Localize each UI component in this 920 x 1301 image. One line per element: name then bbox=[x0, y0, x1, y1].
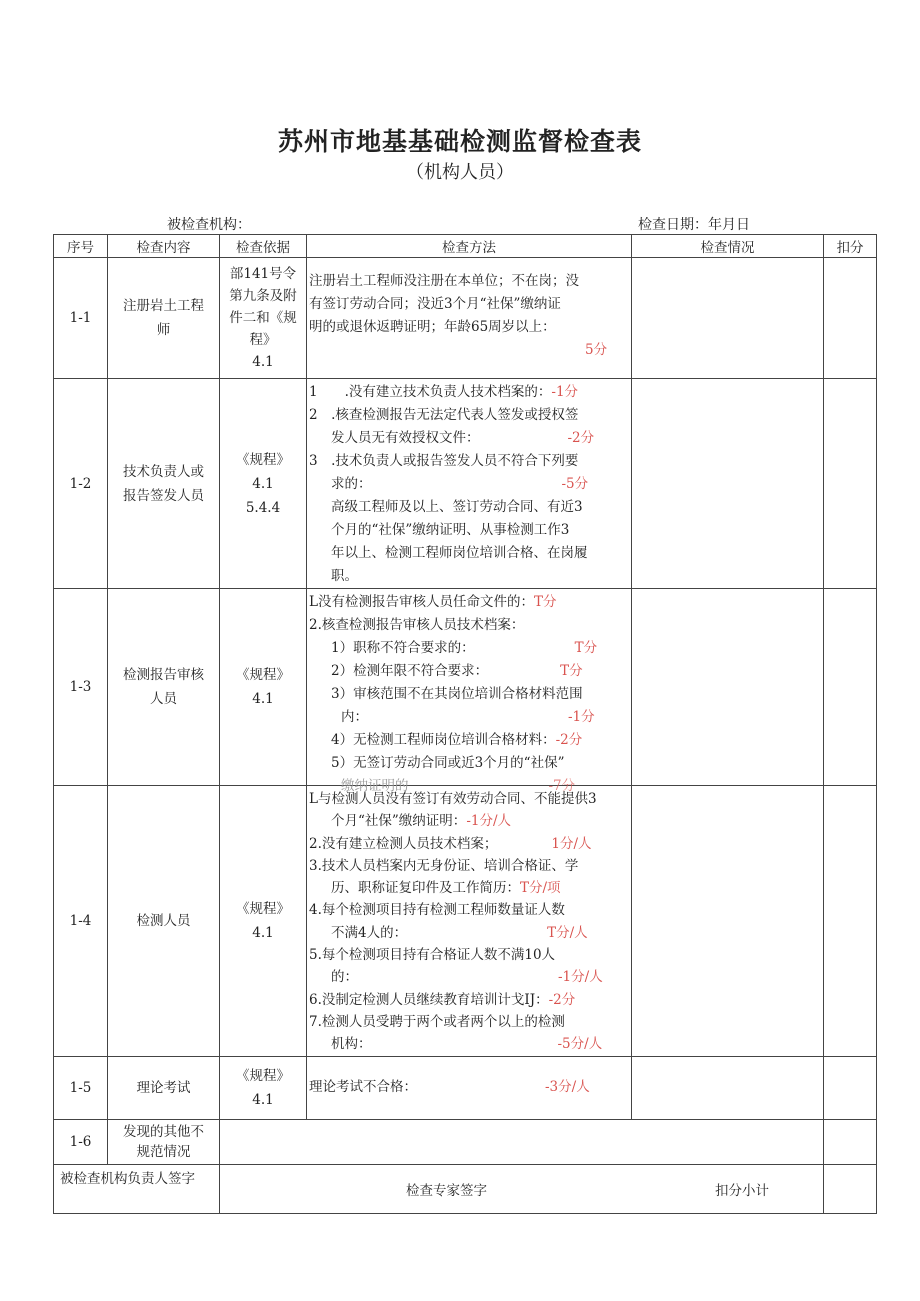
row-no: 1-3 bbox=[54, 589, 108, 786]
row-situation[interactable] bbox=[632, 589, 824, 786]
row-method: 注册岩土工程师没注册在本单位；不在岗；没 有签订劳动合同；没近3个月“社保”缴纳证 明的或退休返聘证明；年龄65周岁以上： 5分 bbox=[307, 258, 632, 379]
row-deduction[interactable] bbox=[824, 379, 877, 589]
row-content: 理论考试 bbox=[108, 1056, 220, 1119]
row-content: 技术负责人或 报告签发人员 bbox=[108, 379, 220, 589]
row-deduction[interactable] bbox=[824, 1119, 877, 1164]
table-row bbox=[54, 1119, 877, 1164]
row-situation[interactable] bbox=[632, 379, 824, 589]
header-row bbox=[54, 235, 877, 258]
row-method: L没有检测报告审核人员任命文件的：T分 2.核查检测报告审核人员技术档案： 1）职称不符合要求的： T分 2）检测年限不符合要求： T分 3）审核范围不在其岗位培训合格材料范围 内： -1分 4）无检测工程师岗位培训合格材料：-2分 5）无签订劳动合同或近3个月的“社保” 缴纳证明的 -7分 bbox=[307, 589, 632, 786]
row-basis: 部141号令 第九条及附 件二和《规 程》 4.1 bbox=[220, 258, 307, 379]
row-method: L与检测人员没有签订有效劳动合同、不能提供3 个月“社保”缴纳证明：-1分/人 2.没有建立检测人员技术档案； 1分/人 3.技术人员档案内无身份证、培训合格证、学 历、职称证复印件及工作简历：T分/项 4.每个检测项目持有检测工程师数量证人数 不满4人的： T分/人 5.每个检测项目持有合格证人数不满10人 的： -1分/人 6.没制定检测人员继续教育培训计戈IJ：-2分 7.检测人员受聘于两个或者两个以上的检测 机构： -5分/人 bbox=[307, 786, 632, 1057]
row-no: 1-5 bbox=[54, 1056, 108, 1119]
col-header-no: 序号 bbox=[54, 235, 108, 258]
row-basis: 《规程》 4.1 5.4.4 bbox=[220, 379, 307, 589]
page-subtitle: （机构人员） bbox=[406, 162, 514, 183]
col-header-deduction: 扣分 bbox=[824, 235, 877, 258]
row-deduction[interactable] bbox=[824, 258, 877, 379]
row-deduction[interactable] bbox=[824, 1056, 877, 1119]
row-no: 1-2 bbox=[54, 379, 108, 589]
row-deduction[interactable] bbox=[824, 786, 877, 1057]
row-basis: 《规程》 4.1 bbox=[220, 1056, 307, 1119]
row-no: 1-4 bbox=[54, 786, 108, 1057]
row-situation[interactable] bbox=[632, 786, 824, 1057]
subtotal-value[interactable] bbox=[824, 1164, 877, 1213]
row-no: 1-6 bbox=[54, 1119, 108, 1164]
org-signature-label: 被检查机构负责人签字 bbox=[54, 1164, 220, 1213]
row-content: 注册岩土工程 师 bbox=[108, 258, 220, 379]
row-method: 1 .没有建立技术负责人技术档案的：-1分 2 .核查检测报告无法定代表人签发或授权签 发人员无有效授权文件： -2分 3 .技术负责人或报告签发人员不符合下列要 求的： -5分 高级工程师及以上、签订劳动合同、有近3 个月的“社保”缴纳证明、从事检测工作3 年以上、检测工程师岗位培训合格、在岗履 职。 bbox=[307, 379, 632, 589]
table-row bbox=[54, 258, 877, 379]
row-content: 检测报告审核 人员 bbox=[108, 589, 220, 786]
inspection-table bbox=[53, 234, 877, 1214]
col-header-situation: 检查情况 bbox=[632, 235, 824, 258]
col-header-content: 检查内容 bbox=[108, 235, 220, 258]
row-no: 1-1 bbox=[54, 258, 108, 379]
signature-row bbox=[54, 1164, 877, 1213]
row-deduction[interactable] bbox=[824, 589, 877, 786]
table-row bbox=[54, 786, 877, 1057]
row-content: 检测人员 bbox=[108, 786, 220, 1057]
expert-signature-field[interactable] bbox=[220, 1164, 824, 1213]
expert-signature-label: 检查专家签字 bbox=[406, 1182, 487, 1199]
row-basis: 《规程》 4.1 bbox=[220, 786, 307, 1057]
row-situation[interactable] bbox=[632, 1056, 824, 1119]
page-title: 苏州市地基基础检测监督检查表 bbox=[277, 127, 642, 156]
row-other-details[interactable] bbox=[220, 1119, 824, 1164]
table-row bbox=[54, 589, 877, 786]
inspected-org-label: 被检查机构： bbox=[167, 217, 251, 233]
inspection-date-label: 检查日期：年月日 bbox=[638, 217, 750, 233]
row-situation[interactable] bbox=[632, 258, 824, 379]
table-row bbox=[54, 379, 877, 589]
col-header-basis: 检查依据 bbox=[220, 235, 307, 258]
row-basis: 《规程》 4.1 bbox=[220, 589, 307, 786]
row-content: 发现的其他不 规范情况 bbox=[108, 1119, 220, 1164]
subtotal-label: 扣分小计 bbox=[715, 1182, 769, 1199]
col-header-method: 检查方法 bbox=[307, 235, 632, 258]
table-row bbox=[54, 1056, 877, 1119]
row-method: 理论考试不合格： -3分/人 bbox=[307, 1056, 632, 1119]
